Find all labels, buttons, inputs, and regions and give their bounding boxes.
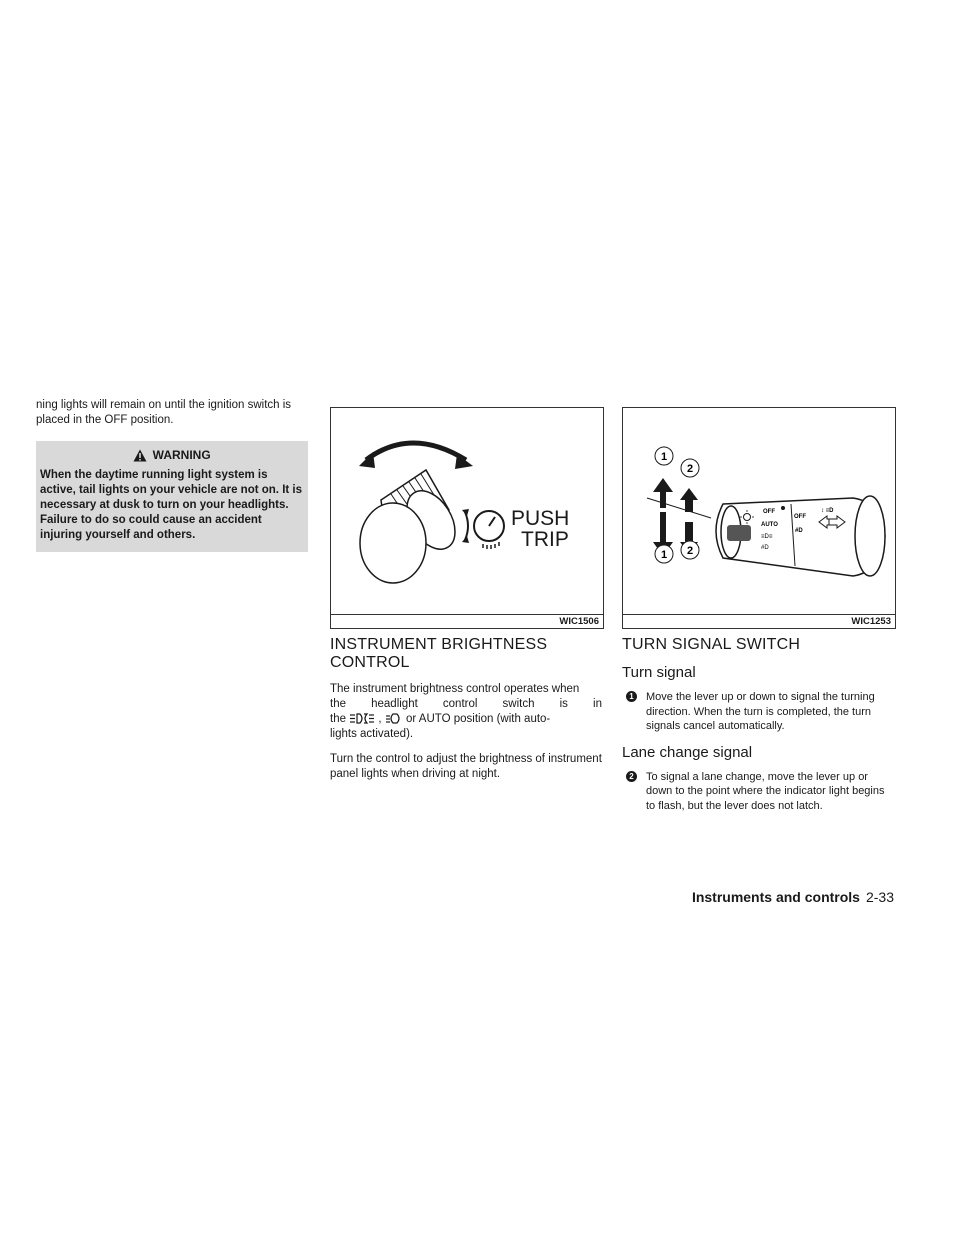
brightness-p1-line4: lights activated). — [330, 728, 414, 740]
item-1-text: Move the lever up or down to signal the turning direction. When the turn is completed, the turn signals cancel automatically. — [646, 691, 875, 732]
brightness-paragraph-1 — [330, 682, 602, 742]
brightness-p1-tail: or AUTO position (with auto- — [406, 713, 551, 725]
lever-auto: AUTO — [761, 522, 778, 528]
warning-box — [36, 441, 308, 552]
brightness-knob-illustration — [331, 408, 603, 614]
turn-signal-figure — [622, 407, 896, 629]
trip-label: TRIP — [521, 528, 569, 551]
brightness-p1-line1: The instrument brightness control operates when — [330, 683, 580, 695]
brightness-paragraph-2: Turn the control to adjust the brightness of instrument panel lights when driving at night. — [330, 753, 602, 780]
lever-off-2: OFF — [794, 514, 806, 520]
headlight-icon — [385, 713, 403, 724]
parking-light-icon — [349, 713, 375, 724]
lever-off-1: OFF — [763, 509, 775, 515]
turn-signal-section — [622, 636, 894, 819]
warning-triangle-icon — [133, 449, 147, 462]
brightness-p1-the: the — [330, 713, 346, 725]
label-2-bottom: 2 — [686, 545, 694, 557]
footer-section-title: Instruments and controls — [691, 889, 860, 905]
brightness-heading-line2: CONTROL — [330, 654, 410, 671]
page-footer — [692, 889, 894, 905]
label-1-bottom: 1 — [660, 549, 668, 561]
item-1-badge: 1 — [626, 691, 637, 702]
push-label: PUSH — [511, 507, 570, 530]
lane-change-subheading: Lane change signal — [622, 743, 753, 761]
brightness-p1-line2: the headlight control switch is in — [330, 698, 602, 710]
figure-code: WIC1253 — [623, 614, 895, 628]
footer-page-number: 2-33 — [865, 889, 894, 905]
turn-signal-item-2 — [622, 770, 894, 814]
turn-signal-heading: TURN SIGNAL SWITCH — [622, 636, 801, 653]
intro-text: ning lights will remain on until the ignition switch is placed in the OFF position. — [36, 399, 292, 426]
label-2-top: 2 — [686, 463, 694, 475]
svg-text:≡D≡: ≡D≡ — [761, 534, 773, 540]
svg-text:↕ ≡D: ↕ ≡D — [821, 508, 834, 514]
brightness-p1-line3 — [330, 712, 602, 727]
warning-title: WARNING — [152, 448, 211, 462]
item-2-badge: 2 — [626, 771, 637, 782]
warning-header — [40, 448, 304, 462]
turn-signal-lever-illustration — [623, 408, 895, 614]
svg-text:#D: #D — [761, 545, 769, 551]
turn-signal-item-1 — [622, 690, 894, 734]
brightness-heading-line1: INSTRUMENT BRIGHTNESS — [330, 636, 548, 653]
item-2-text: To signal a lane change, move the lever up or down to the point where the indicator light begins to flash, but the lever does not latch. — [646, 770, 885, 812]
left-column — [36, 398, 308, 552]
brightness-p1-comma: , — [378, 713, 382, 725]
label-1-top: 1 — [660, 451, 668, 463]
brightness-section — [330, 636, 602, 792]
svg-text:#D: #D — [795, 528, 803, 534]
brightness-control-figure — [330, 407, 604, 629]
turn-signal-subheading: Turn signal — [622, 664, 696, 681]
figure-code: WIC1506 — [331, 614, 603, 628]
brightness-heading — [330, 636, 602, 672]
warning-body: When the daytime running light system is active, tail lights on your vehicle are not on. It is necessary at dusk to turn on your headlights. Failure to do so could cause an accident injuring yourself and others. — [40, 469, 303, 541]
